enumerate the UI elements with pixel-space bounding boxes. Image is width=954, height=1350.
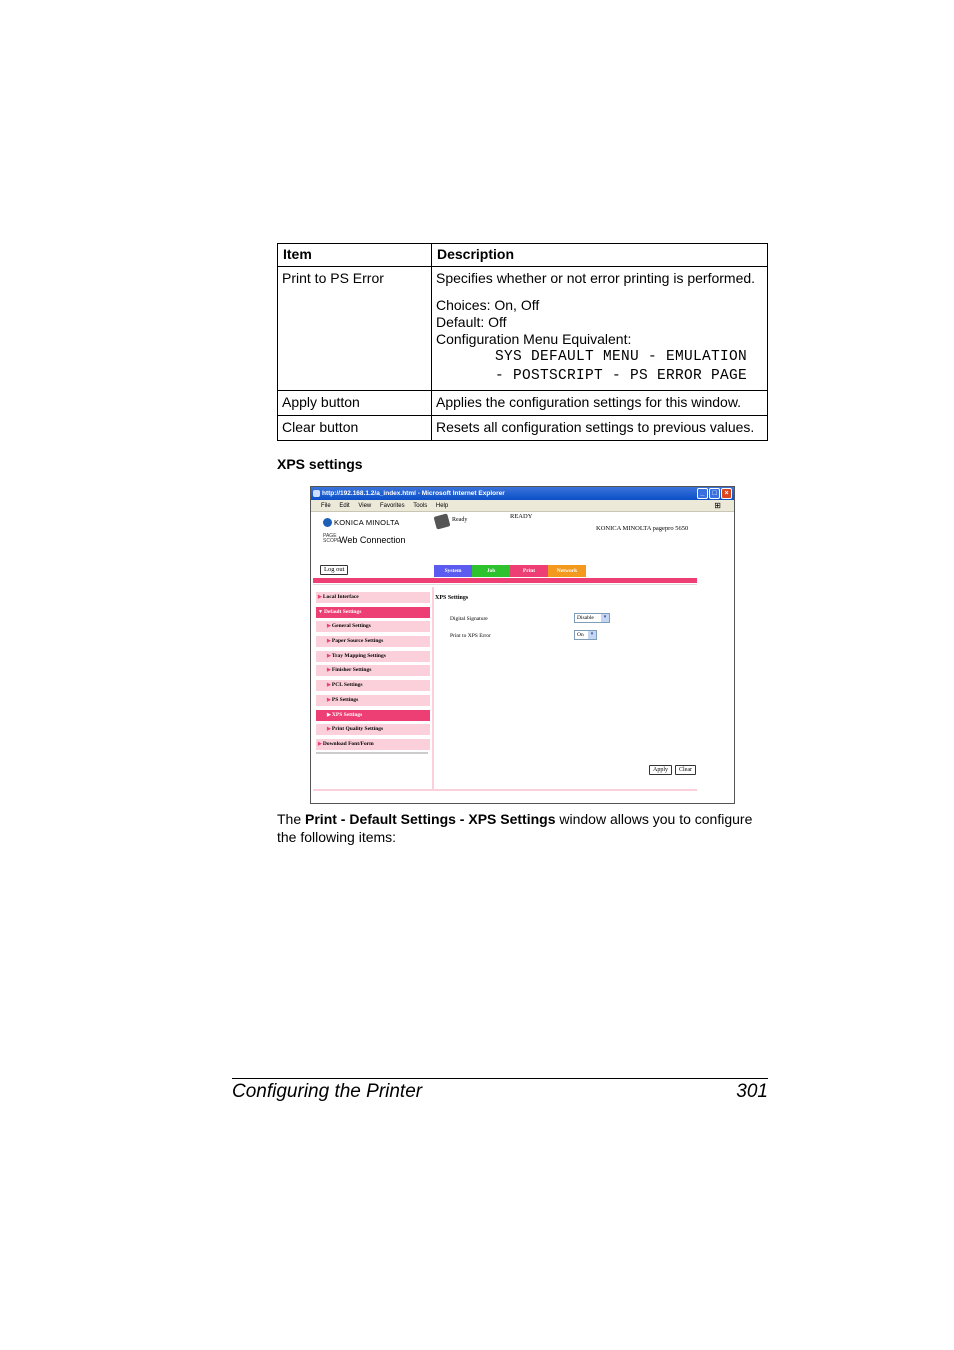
arrow-icon: ▶ <box>318 741 322 747</box>
browser-screenshot <box>310 486 735 804</box>
menu-view[interactable]: View <box>358 503 372 509</box>
table-row <box>278 391 768 416</box>
menu-edit[interactable]: Edit <box>339 503 350 509</box>
sidebar-item[interactable] <box>316 710 430 721</box>
sidebar-item-label: Finisher Settings <box>331 667 372 674</box>
arrow-icon: ▶ <box>327 683 331 689</box>
row-description: Applies the configuration settings for this window. <box>432 391 768 416</box>
tab-print[interactable]: Print <box>510 565 548 577</box>
main-tabs <box>434 565 586 577</box>
sidebar-item[interactable] <box>316 680 430 691</box>
windows-logo-icon: ⊞ <box>714 501 721 510</box>
caption-bold: Print - Default Settings - XPS Settings <box>305 811 556 827</box>
ie-icon <box>313 490 320 497</box>
default-text: Default: Off <box>436 314 507 330</box>
table-row <box>278 416 768 441</box>
status-small: Ready <box>452 517 468 523</box>
sidebar-item-label: XPS Settings <box>331 711 363 718</box>
description-text: Specifies whether or not error printing is performed. <box>436 270 756 286</box>
menu-label: Configuration Menu Equivalent: <box>436 331 632 347</box>
maximize-icon[interactable]: □ <box>709 488 720 499</box>
printer-model: KONICA MINOLTA pagepro 5650 <box>596 525 689 532</box>
sidebar-item-label: PS Settings <box>331 696 359 703</box>
window-controls <box>697 488 732 499</box>
arrow-icon: ▶ <box>318 595 322 600</box>
row-item: Clear button <box>278 416 432 441</box>
field-label-print-to-xps-error: Print to XPS Error <box>450 633 491 639</box>
chevron-down-icon: ▾ <box>601 614 609 622</box>
konica-minolta-logo <box>323 518 399 527</box>
page-content <box>311 512 734 803</box>
sidebar-item-label: Local Interface <box>322 594 359 600</box>
sidebar-item[interactable] <box>316 665 430 676</box>
page-title: XPS Settings <box>435 595 469 601</box>
sidebar-item-label: General Settings <box>331 623 371 630</box>
print-to-xps-error-value: On <box>577 632 584 638</box>
globe-icon <box>323 518 332 527</box>
sidebar-item[interactable] <box>316 621 430 632</box>
arrow-icon: ▶ <box>327 639 331 645</box>
minimize-icon[interactable]: _ <box>697 488 708 499</box>
sidebar-item-label: Default Settings <box>323 608 362 615</box>
divider <box>313 584 697 585</box>
window-title: http://192.168.1.2/a_index.html - Microsoft Internet Explorer <box>322 490 505 497</box>
header-description: Description <box>432 244 768 267</box>
page-number: 301 <box>736 1081 768 1102</box>
arrow-icon: ▶ <box>327 653 331 659</box>
menu-tools[interactable]: Tools <box>413 503 428 509</box>
arrow-icon: ▶ <box>327 712 331 718</box>
header-item: Item <box>278 244 432 267</box>
sidebar-item[interactable] <box>316 739 430 750</box>
print-to-xps-error-select[interactable] <box>574 630 597 640</box>
digital-signature-select[interactable] <box>574 613 610 623</box>
arrow-icon: ▶ <box>327 668 331 674</box>
sidebar-divider <box>432 587 434 790</box>
printer-icon <box>434 513 451 529</box>
sidebar-item[interactable] <box>316 724 430 735</box>
sidebar-item[interactable] <box>316 695 430 706</box>
choices-text: Choices: On, Off <box>436 297 540 313</box>
chevron-down-icon: ▾ <box>588 631 596 639</box>
digital-signature-value: Disable <box>577 615 594 621</box>
menu-help[interactable]: Help <box>435 503 449 509</box>
brand-text: KONICA MINOLTA <box>334 518 400 527</box>
tab-job[interactable]: Job <box>472 565 510 577</box>
sidebar-item-label: PCL Settings <box>331 682 363 689</box>
row-description: Resets all configuration settings to previous values. <box>432 416 768 441</box>
sidebar-item-label: Download Font/Form <box>322 740 374 747</box>
arrow-icon: ▶ <box>327 727 331 733</box>
tab-system[interactable]: System <box>434 565 472 577</box>
status-ready: READY <box>510 513 533 520</box>
row-item: Print to PS Error <box>278 267 432 391</box>
sidebar-item[interactable] <box>316 592 430 603</box>
arrow-icon: ▶ <box>327 697 331 703</box>
menu-favorites[interactable]: Favorites <box>379 503 405 509</box>
sidebar-item[interactable] <box>316 607 430 618</box>
sidebar-item-label: Tray Mapping Settings <box>331 652 386 659</box>
menu-file[interactable]: File <box>321 503 331 509</box>
sidebar-bottom-line <box>316 752 428 754</box>
sidebar-item[interactable] <box>316 651 430 662</box>
caption-pre: The <box>277 811 306 827</box>
footer-divider <box>313 789 697 791</box>
arrow-icon: ▶ <box>327 624 331 630</box>
sidebar <box>316 592 430 754</box>
caption-post: window allows you to configure the following items: <box>277 811 753 845</box>
caption-paragraph <box>277 810 772 846</box>
section-title: XPS settings <box>277 456 363 472</box>
arrow-icon: ▼ <box>318 609 323 615</box>
close-icon[interactable]: × <box>721 488 732 499</box>
menu-bar <box>311 500 734 512</box>
apply-button[interactable]: Apply <box>649 765 672 775</box>
menu-path-line-1: SYS DEFAULT MENU - EMULATION <box>495 349 748 365</box>
sidebar-item-label: Paper Source Settings <box>331 638 384 645</box>
footer-rule <box>232 1078 768 1079</box>
web-connection-text: Web Connection <box>339 535 406 545</box>
row-item: Apply button <box>278 391 432 416</box>
logout-button[interactable]: Log out <box>320 565 348 575</box>
table-row <box>278 267 768 391</box>
row-description <box>432 267 768 391</box>
field-label-digital-signature: Digital Signature <box>450 616 488 622</box>
web-connection-logo <box>323 534 405 545</box>
sidebar-item[interactable] <box>316 636 430 647</box>
pagescope-mark: PAGE SCOPE <box>323 533 341 544</box>
clear-button[interactable]: Clear <box>675 765 696 775</box>
sidebar-item-label: Print Quality Settings <box>331 726 384 733</box>
tab-network[interactable]: Network <box>548 565 586 577</box>
menu-path-line-2: - POSTSCRIPT - PS ERROR PAGE <box>495 368 748 384</box>
tab-underline-bar <box>313 578 697 583</box>
footer-title: Configuring the Printer <box>232 1081 423 1102</box>
window-titlebar <box>311 487 734 500</box>
description-table <box>277 243 768 441</box>
table-header-row <box>278 244 768 267</box>
